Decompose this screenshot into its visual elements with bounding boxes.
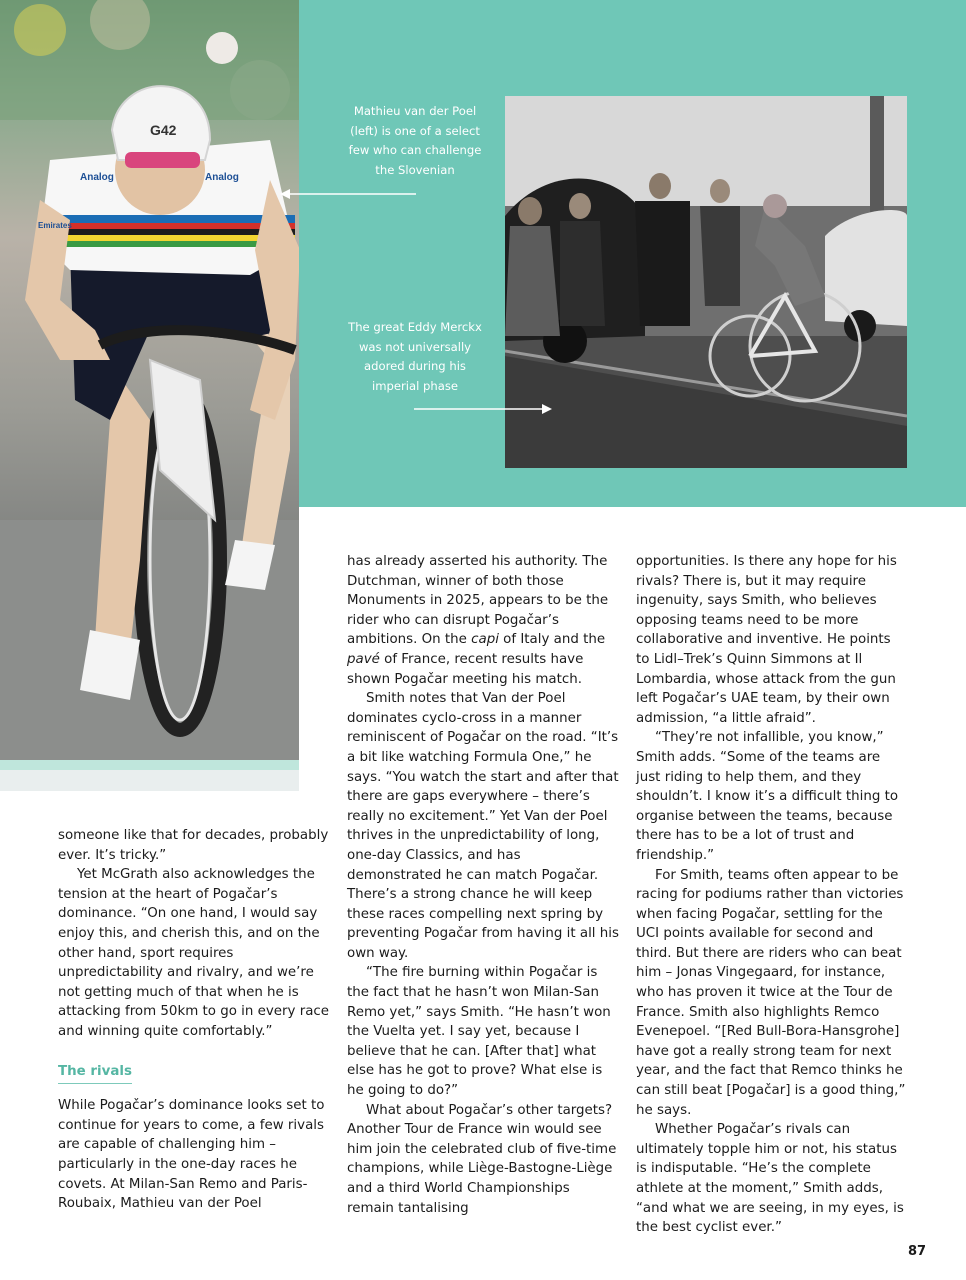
jersey-sponsor-right: Analog bbox=[205, 172, 239, 183]
paragraph: Smith notes that Van der Poel dominates cyclo-cross in a manner reminiscent of Pogačar on the road. “It’s a bit like watching Formula One,” he says. “You watch the start and after that there are gaps everywhere – there’s really no excitement.” Yet Van der Poel thrives in the unpredictability of long, one-day Classics, and has demonstrated he can match Pogačar. There’s a strong chance he will keep these races compelling next spring by preventing Pogačar from having it all his own way. bbox=[347, 691, 619, 961]
photo-eddy-merckx bbox=[505, 96, 907, 468]
paragraph: What about Pogačar’s other targets? Another Tour de France win would see him join the celebrated club of five-time champions, while Liège-Bastogne-Liège and a third World Championships remain tantalising bbox=[347, 1102, 617, 1216]
paragraph: Whether Pogačar’s rivals can ultimately topple him or not, his status is indisputable. “He’s the complete athlete at the moment,” Smith adds, “and what we are seeing, in my eyes, is the best cyclist ever.” bbox=[636, 1122, 904, 1236]
article-column-2 bbox=[347, 552, 619, 1218]
paragraph: “The fire burning within Pogačar is the fact that he hasn’t won Milan-San Remo yet,” says Smith. “He hasn’t won the Vuelta yet. I say yet, because I believe that he can. [After that] what else has he got to prove? What else is he going to do?” bbox=[347, 965, 611, 1099]
subheading-the-rivals: The rivals bbox=[58, 1062, 132, 1085]
paragraph: “They’re not infallible, you know,” Smith adds. “Some of the teams are just riding to help them, and they shouldn’t. I know it’s a difficult thing to organise between the teams, because there has to be a lot of trust and friendship.” bbox=[636, 730, 899, 863]
paragraph: opportunities. Is there any hope for his rivals? There is, but it may require ingenuity, says Smith, who believes opposing teams need to be more collaborative and inventive. He points to Lidl–Trek’s Quinn Simmons at Il Lombardia, whose attack from the gun left Pogačar’s UAE team, by their own admission, “a little afraid”. bbox=[636, 554, 897, 726]
paragraph: For Smith, teams often appear to be racing for podiums rather than victories when facing Pogačar, settling for the UCI points available for second and third. But there are riders who can beat him – Jonas Vingegaard, for instance, who has proven it twice at the Tour de France. Smith also highlights Remco Evenepoel. “[Red Bull-Bora-Hansgrohe] have got a really strong team for next year, and the fact that Remco thinks he can still beat [Pogačar] is a good thing,” he says. bbox=[636, 867, 906, 1118]
paragraph: Yet McGrath also acknowledges the tension at the heart of Pogačar’s dominance. “On one hand, I would say enjoy this, and cherish this, and on the other hand, sport requires unpredictability and rivalry, and we’re not getting much of that when he is attacking from 50km to go in every race and winning quite comfortably.” bbox=[58, 867, 330, 1039]
arrow-right-icon bbox=[414, 402, 552, 416]
arrow-left-icon bbox=[280, 187, 416, 201]
page-number: 87 bbox=[908, 1244, 927, 1259]
paragraph: someone like that for decades, probably ever. It’s tricky.” bbox=[58, 828, 329, 863]
paragraph: has already asserted his authority. The Dutchman, winner of both those Monuments in 2025, appears to be the rider who can disrupt Pogačar’s ambitions. On the capi of Italy and the pavé of France, recent results have shown Pogačar meeting his match. bbox=[347, 554, 609, 687]
jersey-sponsor-left: Analog bbox=[80, 172, 114, 183]
photo-pogacar-sprint bbox=[0, 0, 299, 791]
article-column-3 bbox=[636, 552, 908, 1238]
helmet-logo: G42 bbox=[150, 122, 177, 138]
jersey-sponsor-emirates: Emirates bbox=[38, 221, 72, 230]
article-column-1 bbox=[58, 826, 330, 1214]
caption-van-der-poel: Mathieu van der Poel (left) is one of a select few who can challenge the Slovenian bbox=[348, 104, 482, 177]
paragraph: While Pogačar’s dominance looks set to continue for years to come, a few rivals are capable of challenging him – particularly in the one-day races he covets. At Milan-San Remo and Paris-Roubaix, Mathieu van der Poel bbox=[58, 1098, 325, 1212]
caption-eddy-merckx: The great Eddy Merckx was not universally adored during his imperial phase bbox=[348, 320, 482, 393]
